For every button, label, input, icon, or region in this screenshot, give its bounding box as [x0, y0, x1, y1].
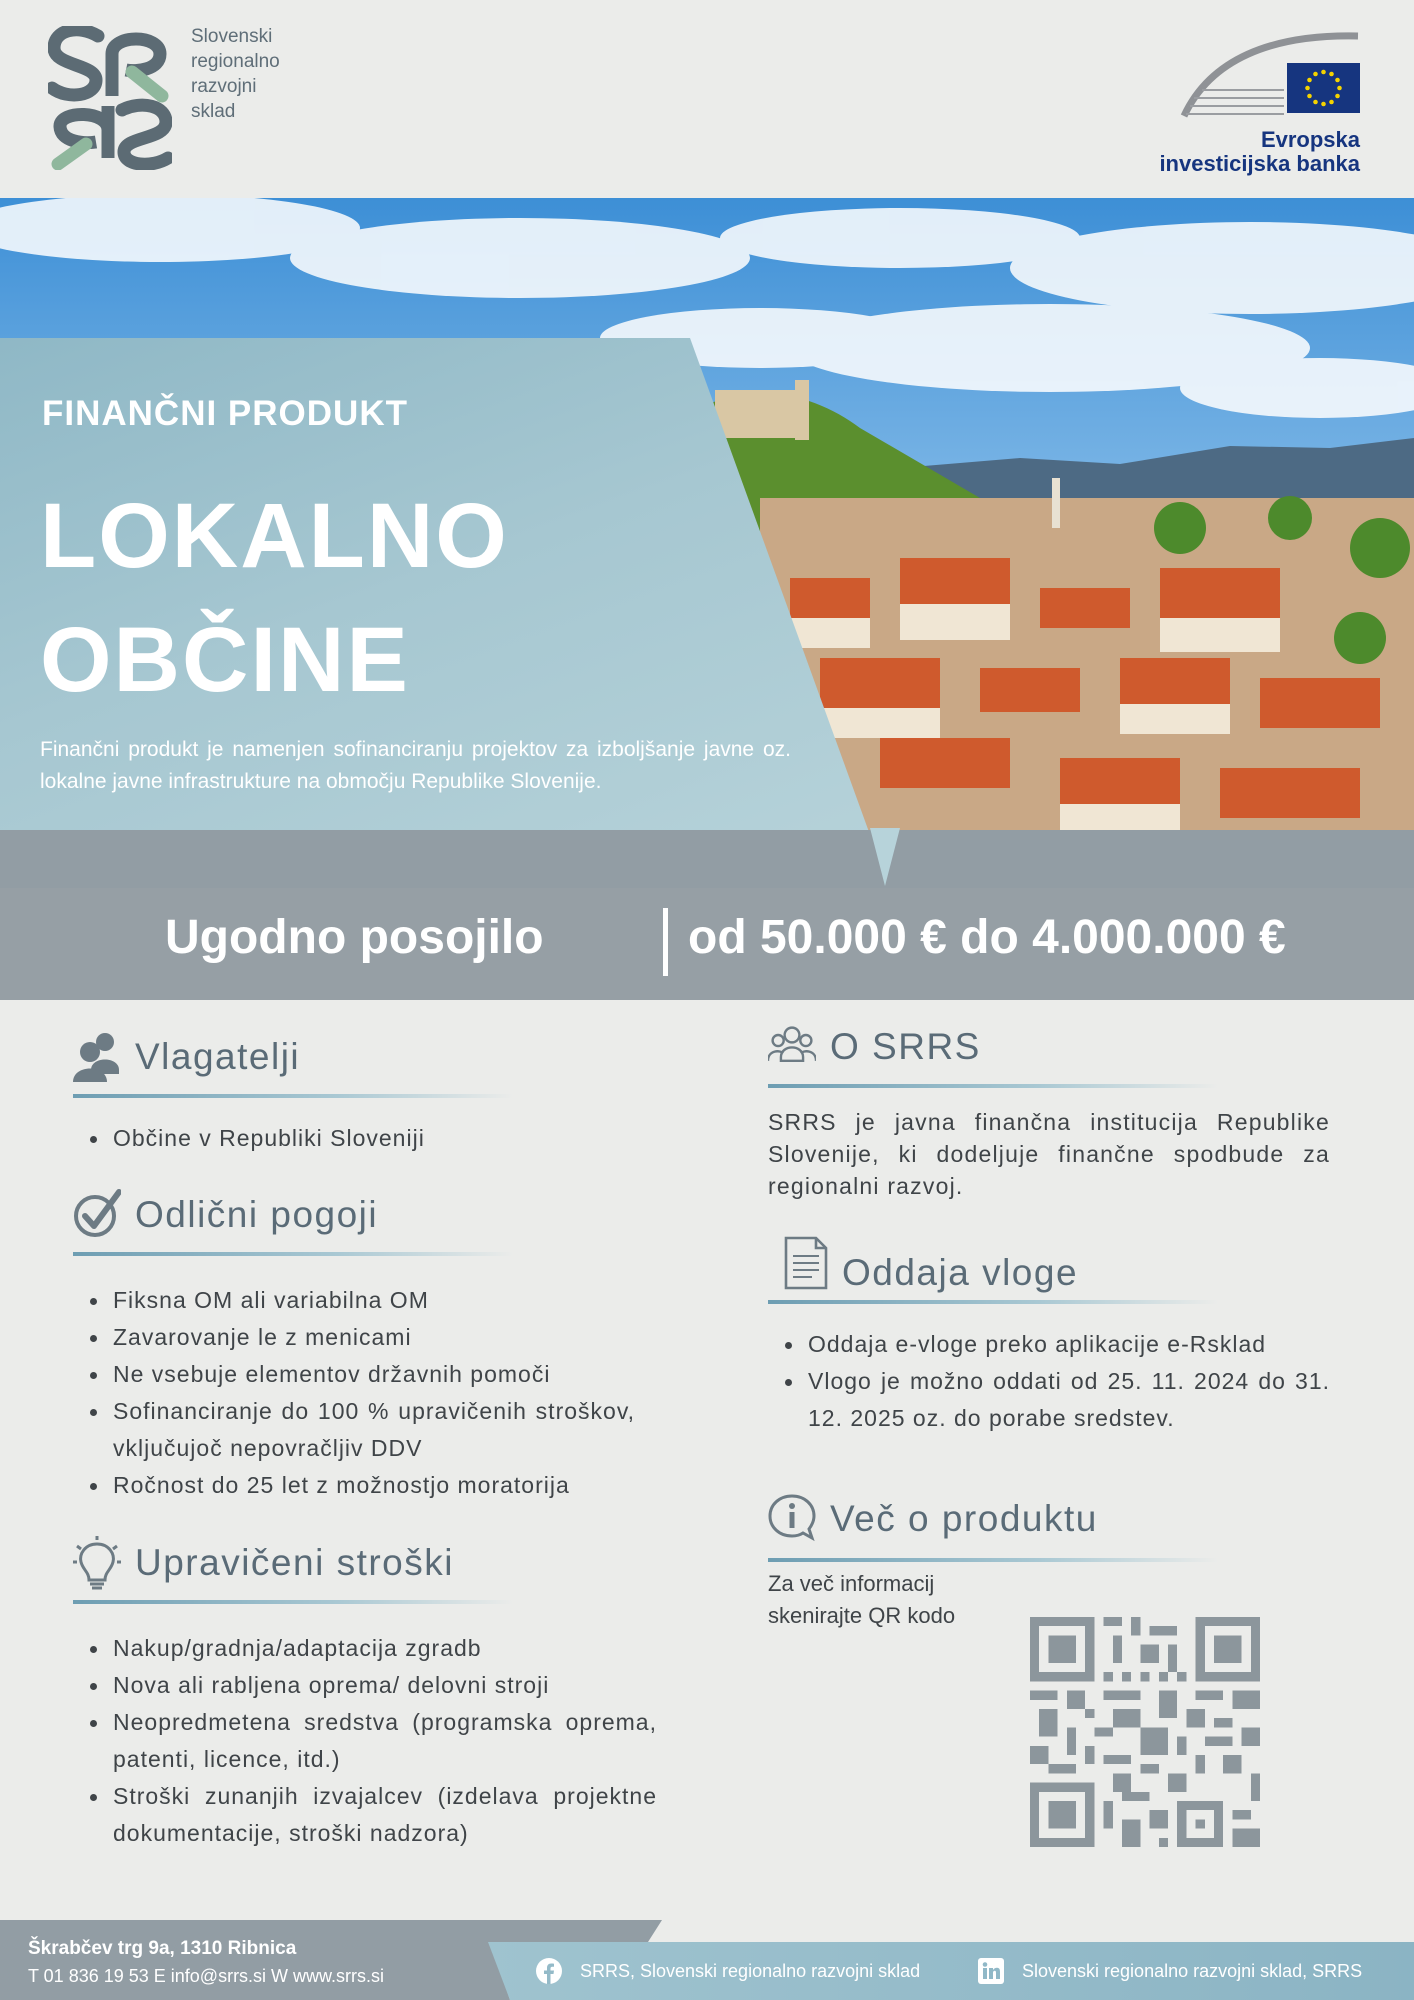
footer-address: Škrabčev trg 9a, 1310 Ribnica: [28, 1938, 297, 1959]
footer: [0, 1920, 1414, 2000]
eib-name-line: Evropska: [1260, 127, 1360, 152]
qr-instructions-line: Za več informacij: [768, 1571, 935, 1596]
hero-title-line: LOKALNO: [40, 485, 509, 587]
about-text: SRRS je javna finančna institucija Republike Slovenije, ki dodeljuje finančne spodbude za regionalni razvoj.: [768, 1109, 1330, 1199]
section-header: [768, 1484, 1333, 1556]
section-title: Odlični pogoji: [135, 1194, 379, 1235]
section-rule: [73, 1600, 513, 1604]
loan-divider: [663, 908, 668, 976]
info-icon: [768, 1492, 816, 1546]
section-title: O SRRS: [830, 1026, 981, 1067]
section-oddaja: [768, 1228, 1333, 1437]
lightbulb-icon: [73, 1536, 121, 1590]
group-icon: [768, 1020, 816, 1074]
section-title: Oddaja vloge: [842, 1252, 1079, 1293]
org-name-line: sklad: [191, 101, 236, 122]
qr-code[interactable]: [1030, 1617, 1260, 1847]
facebook-label: SRRS, Slovenski regionalno razvojni sklad: [580, 1960, 921, 1981]
section-title: Vlagatelji: [135, 1036, 301, 1077]
bullet-list: [73, 1630, 657, 1852]
section-header: [73, 1180, 673, 1252]
org-name-line: razvojni: [191, 76, 257, 97]
hero-title: [40, 474, 509, 722]
section-header: [73, 1528, 673, 1600]
org-name-line: Slovenski: [191, 26, 273, 47]
eib-name-line: investicijska banka: [1159, 151, 1360, 176]
eib-name: [1159, 128, 1360, 176]
eu-flag-icon: [1287, 63, 1360, 113]
section-vlagatelji: [73, 1022, 673, 1157]
section-title: Upravičeni stroški: [135, 1542, 454, 1583]
document-icon: [782, 1236, 830, 1290]
list-item: Fiksna OM ali variabilna OM: [73, 1282, 635, 1319]
list-item: Neopredmetena sredstva (programska oprema, patenti, licence, itd.): [73, 1704, 657, 1778]
facebook-link[interactable]: [536, 1958, 920, 1984]
list-item: Zavarovanje le z menicami: [73, 1319, 635, 1356]
section-o-srrs: [768, 1012, 1333, 1202]
section-rule: [768, 1558, 1218, 1562]
list-item: Stroški zunanjih izvajalcev (izdelava projektne dokumentacije, stroški nadzora): [73, 1778, 657, 1852]
org-name: [191, 24, 280, 124]
list-item: Vlogo je možno oddati od 25. 11. 2024 do 31. 12. 2025 oz. do porabe sredstev.: [768, 1363, 1330, 1437]
linkedin-link[interactable]: [978, 1958, 1362, 1984]
bullet-list: [768, 1326, 1330, 1437]
section-rule: [768, 1300, 1218, 1304]
list-item: Nova ali rabljena oprema/ delovni stroji: [73, 1667, 657, 1704]
loan-amount: od 50.000 € do 4.000.000 €: [688, 911, 1286, 964]
list-item: Sofinanciranje do 100 % upravičenih stroškov, vključujoč nepovračljiv DDV: [73, 1393, 635, 1467]
section-rule: [73, 1252, 513, 1256]
hero-banner: [0, 198, 1414, 830]
bullet-list: [73, 1120, 673, 1157]
list-item: Nakup/gradnja/adaptacija zgradb: [73, 1630, 657, 1667]
footer-contact[interactable]: T 01 836 19 53 E info@srrs.si W www.srrs.si: [28, 1966, 385, 1986]
section-stroski: [73, 1528, 673, 1852]
loan-band-top: [0, 830, 1414, 888]
list-item: Ne vsebuje elementov državnih pomoči: [73, 1356, 635, 1393]
checkmark-icon: [73, 1188, 121, 1242]
header: [0, 0, 1414, 198]
section-header: [768, 1228, 1333, 1300]
section-rule: [768, 1084, 1218, 1088]
section-vec: [768, 1484, 1333, 1632]
hero-description: Finančni produkt je namenjen sofinanciranju projektov za izboljšanje javne oz. lokalne javne infrastrukture na območju Republike Slovenije.: [40, 738, 791, 793]
loan-label: Ugodno posojilo: [165, 911, 544, 964]
bullet-list: [73, 1282, 635, 1504]
srrs-logo: [48, 26, 172, 170]
hero-title-line: OBČINE: [40, 609, 410, 711]
users-icon: [73, 1030, 121, 1084]
section-header: [768, 1012, 1333, 1084]
linkedin-icon: [978, 1958, 1004, 1984]
facebook-icon: [536, 1958, 562, 1984]
list-item: Oddaja e-vloge preko aplikacije e-Rsklad: [768, 1326, 1330, 1363]
section-pogoji: [73, 1180, 673, 1504]
linkedin-label: Slovenski regionalno razvojni sklad, SRRS: [1022, 1960, 1363, 1981]
org-name-line: regionalno: [191, 51, 280, 72]
qr-instructions-line: skenirajte QR kodo: [768, 1603, 956, 1628]
section-title: Več o produktu: [830, 1498, 1098, 1539]
section-rule: [73, 1094, 513, 1098]
list-item: Ročnost do 25 let z možnostjo moratorija: [73, 1467, 635, 1504]
list-item: Občine v Republiki Sloveniji: [73, 1120, 673, 1157]
loan-band: [0, 830, 1414, 1000]
section-header: [73, 1022, 673, 1094]
eib-logo: [1159, 30, 1360, 180]
hero-kicker: FINANČNI PRODUKT: [42, 394, 408, 433]
